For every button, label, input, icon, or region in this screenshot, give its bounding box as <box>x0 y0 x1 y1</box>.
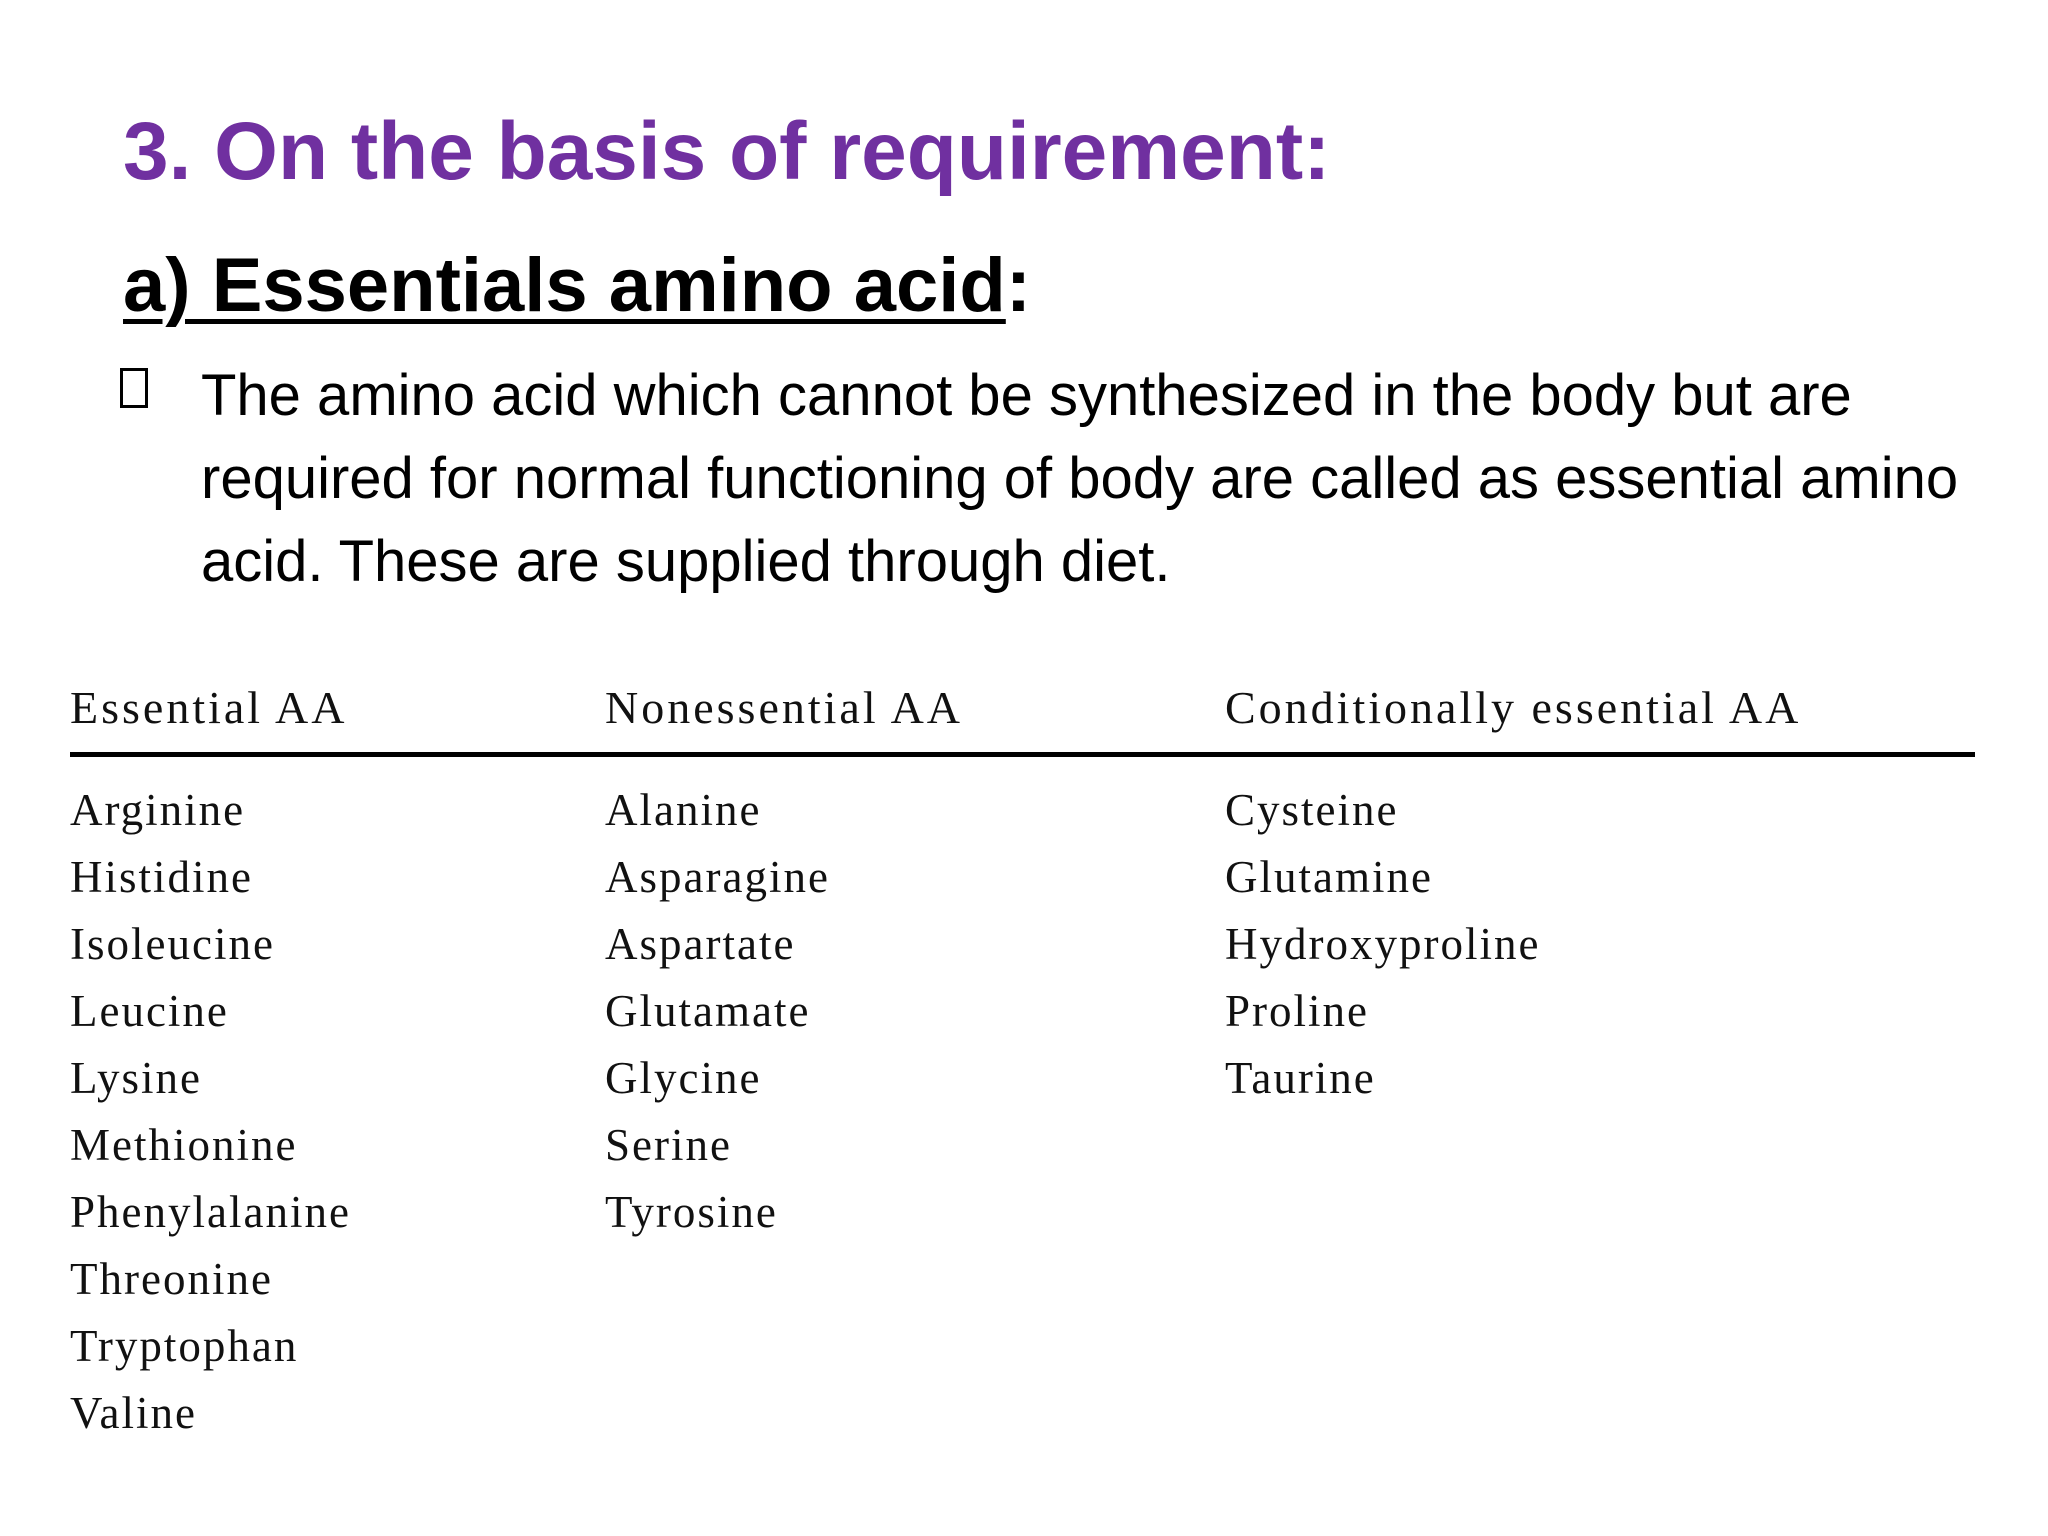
essential-column <box>70 777 351 1447</box>
subtitle-colon: : <box>1005 243 1032 328</box>
list-item: Serine <box>605 1120 732 1170</box>
list-item: Arginine <box>70 785 246 835</box>
subtitle-underlined-text: a) Essentials amino acid <box>123 243 1006 328</box>
header-nonessential: Nonessential AA <box>605 682 964 733</box>
list-item: Taurine <box>1225 1053 1376 1103</box>
list-item: Aspartate <box>605 919 796 969</box>
nonessential-column <box>605 777 830 1246</box>
list-item: Alanine <box>605 785 762 835</box>
list-item: Proline <box>1225 986 1369 1036</box>
list-item: Hydroxyproline <box>1225 919 1541 969</box>
list-item: Glutamine <box>1225 852 1433 902</box>
list-item: Cysteine <box>1225 785 1399 835</box>
bullet-box-icon <box>120 368 148 408</box>
list-item: Glutamate <box>605 986 811 1036</box>
list-item: Isoleucine <box>70 919 275 969</box>
list-item: Asparagine <box>605 852 830 902</box>
list-item: Valine <box>70 1388 197 1438</box>
header-conditionally-essential: Conditionally essential AA <box>1225 682 1802 733</box>
bullet-paragraph: The amino acid which cannot be synthesized in the body but are required for normal functioning of body are called as essential amino acid. These are supplied through diet. <box>201 363 1959 594</box>
conditionally-essential-column <box>1225 777 1540 1112</box>
header-essential: Essential AA <box>70 682 348 733</box>
list-item: Tyrosine <box>605 1187 778 1237</box>
amino-acid-table <box>70 672 1975 1438</box>
list-item: Histidine <box>70 852 253 902</box>
list-item: Threonine <box>70 1254 273 1304</box>
list-item: Leucine <box>70 986 229 1036</box>
list-item: Methionine <box>70 1120 298 1170</box>
list-item: Lysine <box>70 1053 202 1103</box>
list-item: Phenylalanine <box>70 1187 351 1237</box>
slide-subtitle <box>123 238 1031 334</box>
list-item: Tryptophan <box>70 1321 299 1371</box>
slide-title: 3. On the basis of requirement: <box>123 106 1331 197</box>
list-item: Glycine <box>605 1053 762 1103</box>
table-header-row <box>70 672 1975 757</box>
